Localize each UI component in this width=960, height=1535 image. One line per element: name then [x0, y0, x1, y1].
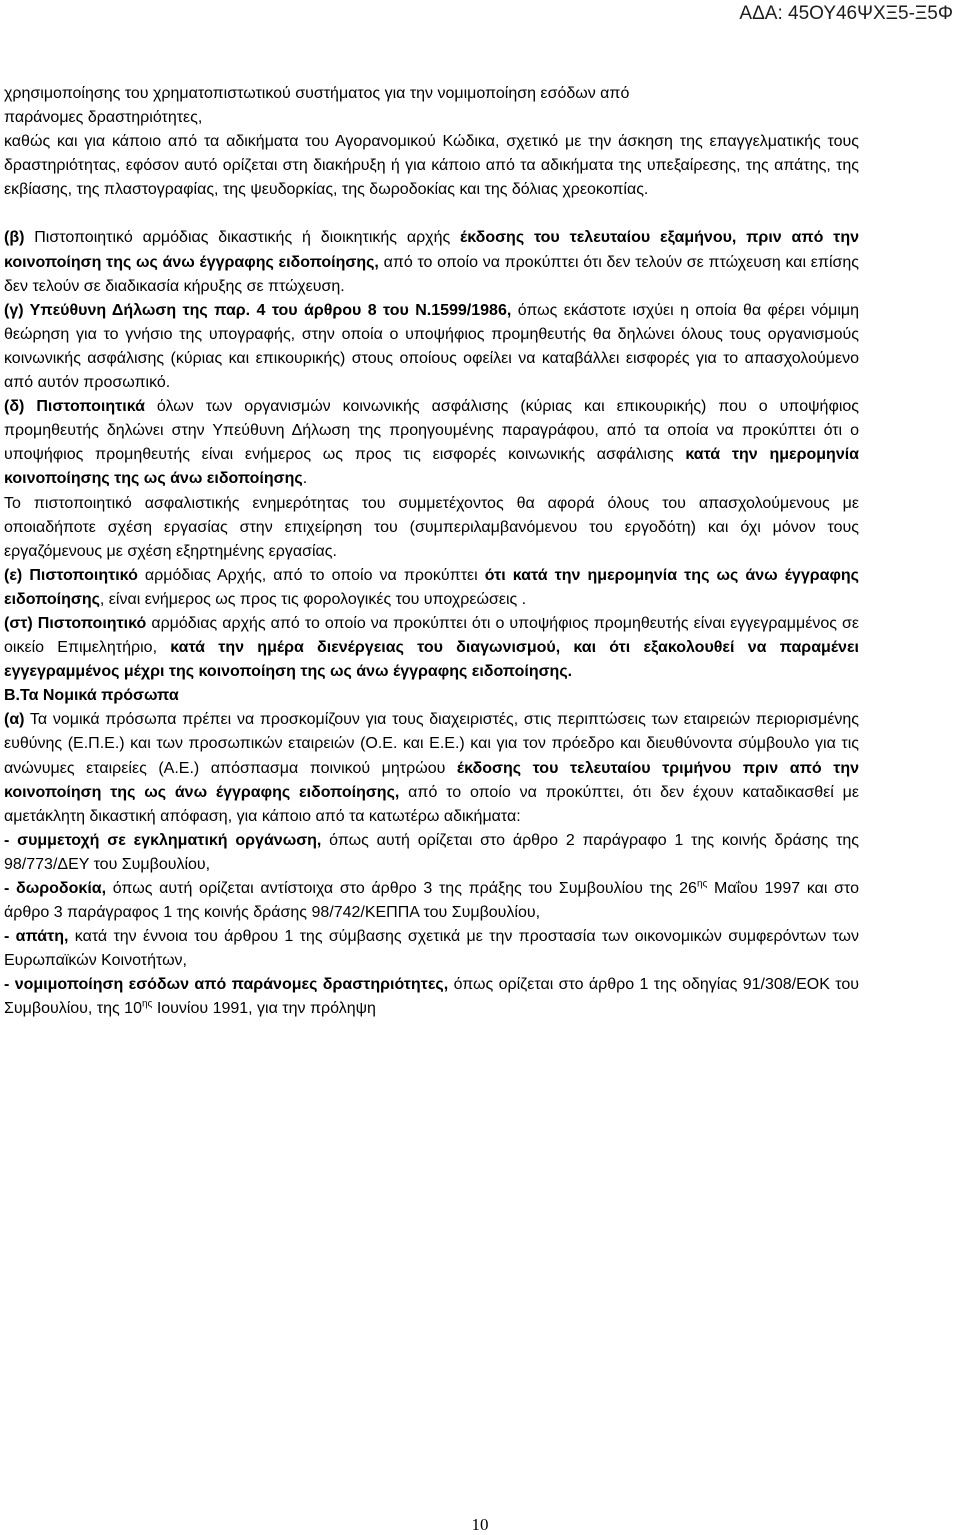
- item4-text-2: Ιουνίου 1991, για την πρόληψη: [152, 1000, 376, 1018]
- beta-bold: έκδοσης του τελευταίου εξαμήνου, πριν από την κοινοποίηση της ως άνω έγγραφης ειδοποίησης,: [4, 229, 859, 271]
- alpha-bold: έκδοσης του τελευταίου τριμήνου πριν από την κοινοποίηση της ως άνω έγγραφης ειδοποίησης,: [4, 759, 860, 801]
- epsilon-label: (ε) Πιστοποιητικό: [4, 566, 138, 584]
- ada-code: ΑΔΑ: 45ΟΥ46ΨΧΞ5-Ξ5Φ: [739, 3, 953, 24]
- item1-bold: - συμμετοχή σε εγκληματική οργάνωση,: [4, 831, 322, 849]
- paragraph-alpha: [4, 708, 859, 828]
- item3-bold: - απάτη,: [4, 928, 69, 946]
- paragraph-delta: [4, 395, 859, 491]
- gamma-bold: (γ) Υπεύθυνη Δήλωση της παρ. 4 του άρθρου 8 του Ν.1599/1986,: [4, 301, 512, 319]
- item2-sup: ης: [696, 878, 708, 890]
- page-number: 10: [471, 1515, 489, 1534]
- paragraph-epsilon: [4, 564, 859, 612]
- intro-paragraph: [4, 82, 859, 202]
- alpha-label: (α): [4, 711, 25, 729]
- list-item-4: [4, 973, 859, 1021]
- intro-line-3: καθώς και για κάποιο από τα αδικήματα του Αγορανομικού Κώδικα, σχετικό με την άσκηση της επαγγελματικής τους δραστηριότητας, εφόσον αυτό ορίζεται στη διακήρυξη ή για κάποιο από τα αδικήματα της υπεξαίρεσης, της απάτης, της εκβίασης, της πλαστογραφίας, της ψευδορκίας, της δωροδοκίας και της δόλιας χρεοκοπίας.: [4, 133, 859, 199]
- alpha-text: Τα νομικά πρόσωπα πρέπει να προσκομίζουν για τους διαχειριστές, στις περιπτώσεις των εταιρειών περιορισμένης ευθύνης (Ε.Π.Ε.) και των προσωπικών εταιρειών (Ο.Ε. και Ε.Ε.) και για τον πρόεδρο και διευθύνοντα σύμβουλο για τις ανώνυμες εταιρείες (Α.Ε.) απόσπασμα ποινικού μητρώου: [4, 711, 859, 777]
- item2-text: όπως αυτή ορίζεται αντίστοιχα στο άρθρο 3 της πράξης του Συμβουλίου της 26: [106, 880, 697, 897]
- epsilon-text: αρμόδιας Αρχής, από το οποίο να προκύπτει: [137, 566, 485, 584]
- paragraph-delta-2: Το πιστοποιητικό ασφαλιστικής ενημερότητας του συμμετέχοντος θα αφορά όλους του απασχολούμενους με οποιαδήποτε σχέση εργασίας στην επιχείρηση του (συμπεριλαμβανόμενου του εργοδότη) και όχι μόνον τους εργαζόμενους με σχέση εξηρτημένης εργασίας.: [4, 494, 859, 560]
- item2-bold: - δωροδοκία,: [4, 880, 107, 897]
- delta-end: .: [302, 470, 308, 488]
- item4-bold: - νομιμοποίηση εσόδων από παράνομες δραστηριότητες,: [4, 976, 449, 994]
- st-text: αρμόδιας αρχής από το οποίο να προκύπτει ότι ο υποψήφιος προμηθευτής είναι εγγεγραμμένος σε οικείο Επιμελητήριο,: [4, 614, 860, 657]
- paragraph-beta: [4, 226, 859, 298]
- item4-sup: ης: [141, 999, 153, 1011]
- item4-text: όπως ορίζεται στο άρθρο 1 της οδηγίας 91/308/ΕΟΚ του Συμβουλίου, της 10: [4, 976, 859, 1018]
- list-item-2: [4, 877, 859, 925]
- paragraph-gamma: [4, 299, 859, 395]
- alpha-end: από το οποίο να προκύπτει, ότι δεν έχουν καταδικασθεί με αμετάκλητη δικαστική απόφαση, για κάποιο από τα κατωτέρω αδικήματα:: [4, 783, 859, 825]
- list-item-3: [4, 925, 859, 973]
- st-bold: κατά την ημέρα διενέργειας του διαγωνισμού, και ότι εξακολουθεί να παραμένει εγγεγραμμένος μέχρι της κοινοποίηση της ως άνω έγγραφης ειδοποίησης.: [4, 639, 859, 681]
- item3-text: κατά την έννοια του άρθρου 1 της σύμβασης σχετικά με την προστασία των οικονομικών συμφερόντων των Ευρωπαϊκών Κοινοτήτων,: [4, 928, 860, 970]
- delta-bold: κατά την ημερομηνία κοινοποίησης της ως άνω ειδοποίησης: [4, 446, 860, 488]
- list-item-1: [4, 829, 859, 877]
- gamma-text: όπως εκάστοτε ισχύει η οποία θα φέρει νόμιμη θεώρηση για το γνήσιο της υπογραφής, στην οποία ο υποψήφιος προμηθευτής θα δηλώνει όλους τους οργανισμούς κοινωνικής ασφάλισης (κύριας και επικουρικής) στους οποίους οφείλει να καταβάλλει εισφορές για το απασχολούμενο από αυτόν προσωπικό.: [4, 301, 859, 392]
- intro-line-2: παράνομες δραστηριότητες,: [4, 109, 203, 127]
- item2-text-2: Μαΐου 1997 και στο άρθρο 3 παράγραφος 1 της κοινής δράσης 98/742/ΚΕΠΠΑ του Συμβουλίου,: [4, 880, 859, 922]
- delta-text: όλων των οργανισμών κοινωνικής ασφάλισης (κύριας και επικουρικής) που ο υποψήφιος προμηθευτής δηλώνει στην Υπεύθυνη Δήλωση της προηγουμένης παραγράφου, από τα οποία να προκύπτει ότι ο υποψήφιος προμηθευτής είναι ενήμερος ως προς τις εισφορές κοινωνικής ασφάλισης: [4, 398, 859, 464]
- beta-text-2: από το οποίο να προκύπτει ότι δεν τελούν σε πτώχευση και επίσης δεν τελούν σε διαδικασία κήρυξης σε πτώχευση.: [4, 253, 859, 295]
- epsilon-bold: ότι κατά την ημερομηνία της ως άνω έγγραφης ειδοποίησης: [4, 566, 859, 608]
- intro-line-1: χρησιμοποίησης του χρηματοπιστωτικού συστήματος για την νομιμοποίηση εσόδων από: [4, 85, 630, 102]
- delta-label: (δ) Πιστοποιητικά: [4, 398, 145, 416]
- document-body: [4, 82, 859, 1022]
- section-heading-b: Β.Τα Νομικά πρόσωπα: [4, 687, 179, 705]
- beta-label: (β): [4, 229, 25, 247]
- paragraph-st: [4, 612, 859, 684]
- st-label: (στ) Πιστοποιητικό: [4, 614, 147, 632]
- beta-text-1: Πιστοποιητικό αρμόδιας δικαστικής ή διοικητικής αρχής: [24, 229, 461, 247]
- epsilon-end: , είναι ενήμερος ως προς τις φορολογικές του υποχρεώσεις .: [99, 590, 527, 608]
- item1-text: όπως αυτή ορίζεται στο άρθρο 2 παράγραφο 1 της κοινής δράσης της 98/773/ΔΕΥ του Συμβουλίου,: [4, 831, 859, 873]
